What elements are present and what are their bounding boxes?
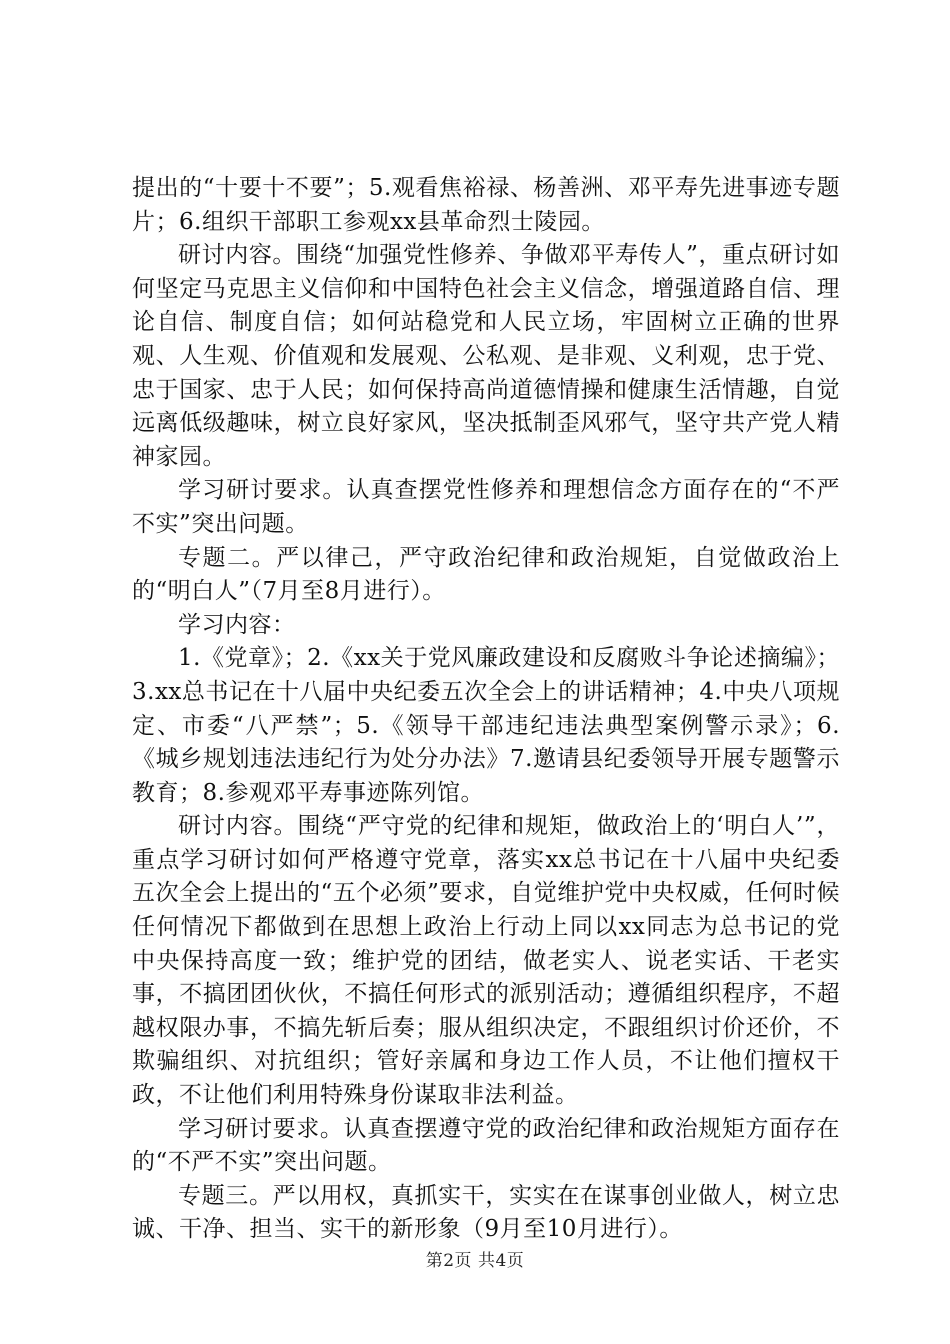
paragraph-8: 学习研讨要求。认真查摆遵守党的政治纪律和政治规矩方面存在的“不严不实”突出问题。 — [132, 1115, 840, 1176]
paragraph-3: 学习研讨要求。认真查摆党性修养和理想信念方面存在的“不严不实”突出问题。 — [132, 477, 840, 537]
paragraph-5: 学习内容： — [178, 611, 296, 638]
paragraph-4: 专题二。严以律己，严守政治纪律和政治规矩，自觉做政治上的“明白人”（7月至8月进行）。 — [132, 544, 840, 605]
paragraph-9: 专题三。严以用权，真抓实干，实实在在谋事创业做人，树立忠诚、干净、担当、实干的新形象（9月至10月进行）。 — [132, 1182, 840, 1243]
paragraph-7: 研讨内容。围绕“严守党的纪律和规矩，做政治上的‘明白人’”，重点学习研讨如何严格遵守党章，落实xx总书记在十八届中央纪委五次全会上提出的“五个必须”要求，自觉维护党中央权威，任何时候任何情况下都做到在思想上政治上行动上同以xx同志为总书记的党中央保持高度一致；维护党的团结，做老实人、说老实话、干老实事，不搞团团伙伙，不搞任何形式的派别活动；遵循组织程序，不超越权限办事，不搞先斩后奏；服从组织决定，不跟组织讨价还价，不欺骗组织、对抗组织；管好亲属和身边工作人员，不让他们擅权干政，不让他们利用特殊身份谋取非法利益。 — [132, 813, 840, 1109]
paragraph-6: 1.《党章》；2.《xx关于党风廉政建设和反腐败斗争论述摘编》；3.xx总书记在十八届中央纪委五次全会上的讲话精神；4.中央八项规定、市委“八严禁”；5.《领导干部违纪违法典型案例警示录》；6.《城乡规划违法违纪行为处分办法》7.邀请县纪委领导开展专题警示教育；8.参观邓平寿事迹陈列馆。 — [132, 645, 840, 806]
document-body — [132, 172, 840, 1247]
paragraph-2: 研讨内容。围绕“加强党性修养、争做邓平寿传人”，重点研讨如何坚定马克思主义信仰和中国特色社会主义信念，增强道路自信、理论自信、制度自信；如何站稳党和人民立场，牢固树立正确的世界观、人生观、价值观和发展观、公私观、是非观、义利观，忠于党、忠于国家、忠于人民；如何保持高尚道德情操和健康生活情趣，自觉远离低级趣味，树立良好家风，坚决抵制歪风邪气，坚守共产党人精神家园。 — [132, 242, 840, 470]
page-footer — [0, 1246, 950, 1271]
paragraph-1: 提出的“十要十不要”；5.观看焦裕禄、杨善洲、邓平寿先进事迹专题片；6.组织干部职工参观xx县革命烈士陵园。 — [132, 175, 840, 235]
page-number-label: 第2页 共4页 — [425, 1251, 525, 1271]
